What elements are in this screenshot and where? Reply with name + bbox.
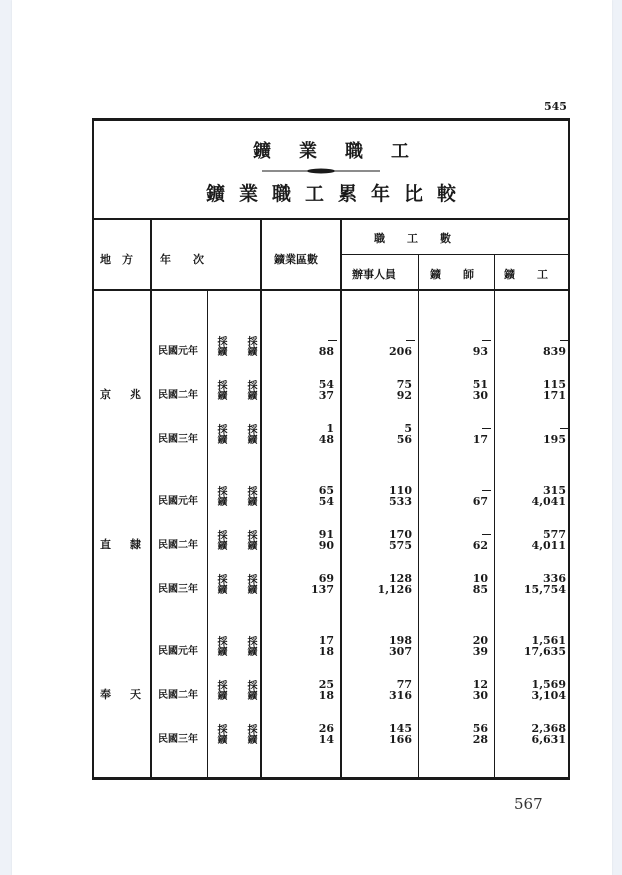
kind-label: 採鑛 (215, 574, 226, 594)
engineer-value-2: 28 (472, 733, 488, 746)
header-bottom-rule (94, 289, 568, 291)
kind-label: 採鑛 (245, 336, 256, 356)
col-rule-year-label (207, 289, 208, 777)
kind-label: 採鑛 (245, 530, 256, 550)
miner-value-2: 839 (543, 345, 566, 358)
header-year: 年 次 (160, 253, 204, 266)
staff-value-2: 206 (389, 345, 412, 358)
region-name-right: 隸 (130, 538, 141, 551)
miner-value-2: 17,635 (523, 645, 566, 658)
col-rule-staff (418, 254, 419, 777)
staff-value-2: 92 (396, 389, 412, 402)
header-region: 地 方 (100, 253, 133, 266)
district-value-1: 17 (318, 634, 334, 647)
kind-label: 採鑛 (215, 680, 226, 700)
miner-value-1: 1,569 (531, 678, 566, 691)
staff-value-2: 56 (396, 433, 412, 446)
miner-value-2: 4,011 (531, 539, 566, 552)
printed-page-number: 545 (544, 100, 567, 113)
engineer-value-2: 30 (472, 689, 488, 702)
kind-label: 採鑛 (215, 530, 226, 550)
staff-value-1: 110 (389, 484, 412, 497)
year-label: 民國二年 (158, 690, 198, 701)
region-name-left: 直 (100, 538, 111, 551)
engineer-value-2: 17 (472, 433, 488, 446)
year-label: 民國二年 (158, 390, 198, 401)
district-value-2: 37 (318, 389, 334, 402)
district-value-1: 91 (318, 528, 334, 541)
staff-value-1: 5 (404, 422, 412, 435)
kind-label: 採鑛 (245, 636, 256, 656)
staff-value-1: 128 (389, 572, 412, 585)
engineer-value-1: 10 (472, 572, 488, 585)
col-rule-region (150, 218, 152, 777)
engineer-value-1: 20 (472, 634, 488, 647)
miner-value-1-dash (560, 340, 569, 341)
year-label: 民國三年 (158, 434, 198, 445)
miner-value-2: 171 (543, 389, 566, 402)
district-value-2: 90 (318, 539, 334, 552)
miner-value-2: 15,754 (523, 583, 566, 596)
miner-value-2: 195 (543, 433, 566, 446)
engineer-value-1-dash (482, 428, 491, 429)
staff-value-2: 166 (389, 733, 412, 746)
staff-value-1: 77 (396, 678, 412, 691)
kind-label: 採鑛 (215, 424, 226, 444)
district-value-2: 14 (318, 733, 334, 746)
district-value-2: 137 (311, 583, 334, 596)
miner-value-1: 1,561 (531, 634, 566, 647)
kind-label: 採鑛 (245, 380, 256, 400)
kind-label: 採鑛 (245, 574, 256, 594)
district-value-2: 48 (318, 433, 334, 446)
miner-value-1: 315 (543, 484, 566, 497)
district-value-2: 18 (318, 645, 334, 658)
engineer-value-1-dash (482, 534, 491, 535)
kind-label: 採鑛 (245, 680, 256, 700)
engineer-value-2: 93 (472, 345, 488, 358)
engineer-value-2: 67 (472, 495, 488, 508)
staff-value-2: 316 (389, 689, 412, 702)
miner-value-2: 4,041 (531, 495, 566, 508)
district-value-1: 69 (318, 572, 334, 585)
district-value-1: 25 (318, 678, 334, 691)
title-ornament (262, 168, 380, 174)
miner-value-1: 336 (543, 572, 566, 585)
header-staff: 辦事人員 (352, 268, 396, 281)
district-value-1-dash (328, 340, 337, 341)
year-label: 民國元年 (158, 646, 198, 657)
year-label: 民國三年 (158, 734, 198, 745)
header-miner: 鑛 工 (504, 268, 548, 281)
header-top-rule (94, 218, 568, 220)
year-label: 民國二年 (158, 540, 198, 551)
kind-label: 採鑛 (245, 486, 256, 506)
district-value-1: 1 (326, 422, 334, 435)
staff-value-2: 1,126 (377, 583, 412, 596)
col-rule-year (260, 218, 262, 777)
engineer-value-2: 30 (472, 389, 488, 402)
kind-label: 採鑛 (215, 724, 226, 744)
kind-label: 採鑛 (215, 380, 226, 400)
engineer-value-1: 12 (472, 678, 488, 691)
miner-value-1: 577 (543, 528, 566, 541)
footer-page-number: 567 (514, 795, 543, 813)
year-label: 民國元年 (158, 346, 198, 357)
staff-value-2: 575 (389, 539, 412, 552)
district-value-1: 26 (318, 722, 334, 735)
region-name-right: 兆 (130, 388, 141, 401)
district-value-2: 18 (318, 689, 334, 702)
year-label: 民國三年 (158, 584, 198, 595)
kind-label: 採鑛 (245, 724, 256, 744)
kind-label: 採鑛 (215, 336, 226, 356)
staff-value-1: 75 (396, 378, 412, 391)
kind-label: 採鑛 (215, 636, 226, 656)
year-label: 民國元年 (158, 496, 198, 507)
miner-value-1: 2,368 (531, 722, 566, 735)
district-value-2: 54 (318, 495, 334, 508)
engineer-value-1: 51 (472, 378, 488, 391)
col-rule-engineer (494, 254, 495, 777)
staff-value-1: 198 (389, 634, 412, 647)
col-rule-district (340, 218, 342, 777)
statistics-table (92, 118, 570, 780)
engineer-value-2: 85 (472, 583, 488, 596)
miner-value-1-dash (560, 428, 569, 429)
subheader-rule (340, 254, 568, 255)
document-page (12, 0, 612, 875)
engineer-value-1-dash (482, 340, 491, 341)
header-engineer: 鑛 師 (430, 268, 474, 281)
engineer-value-2: 62 (472, 539, 488, 552)
engineer-value-1-dash (482, 490, 491, 491)
section-title: 鑛業職工 (253, 141, 437, 162)
district-value-1: 65 (318, 484, 334, 497)
staff-value-1: 170 (389, 528, 412, 541)
header-workers: 職 工 數 (374, 232, 451, 245)
kind-label: 採鑛 (245, 424, 256, 444)
miner-value-2: 6,631 (531, 733, 566, 746)
engineer-value-2: 39 (472, 645, 488, 658)
miner-value-2: 3,104 (531, 689, 566, 702)
staff-value-1-dash (406, 340, 415, 341)
district-value-1: 54 (318, 378, 334, 391)
table-title: 鑛業職工累年比較 (205, 183, 470, 205)
staff-value-2: 533 (389, 495, 412, 508)
district-value-2: 88 (318, 345, 334, 358)
miner-value-1: 115 (543, 378, 566, 391)
staff-value-2: 307 (389, 645, 412, 658)
engineer-value-1: 56 (472, 722, 488, 735)
kind-label: 採鑛 (215, 486, 226, 506)
header-district-count: 鑛業區數 (274, 253, 318, 266)
region-name-right: 天 (130, 688, 141, 701)
region-name-left: 京 (100, 388, 111, 401)
staff-value-1: 145 (389, 722, 412, 735)
region-name-left: 奉 (100, 688, 111, 701)
